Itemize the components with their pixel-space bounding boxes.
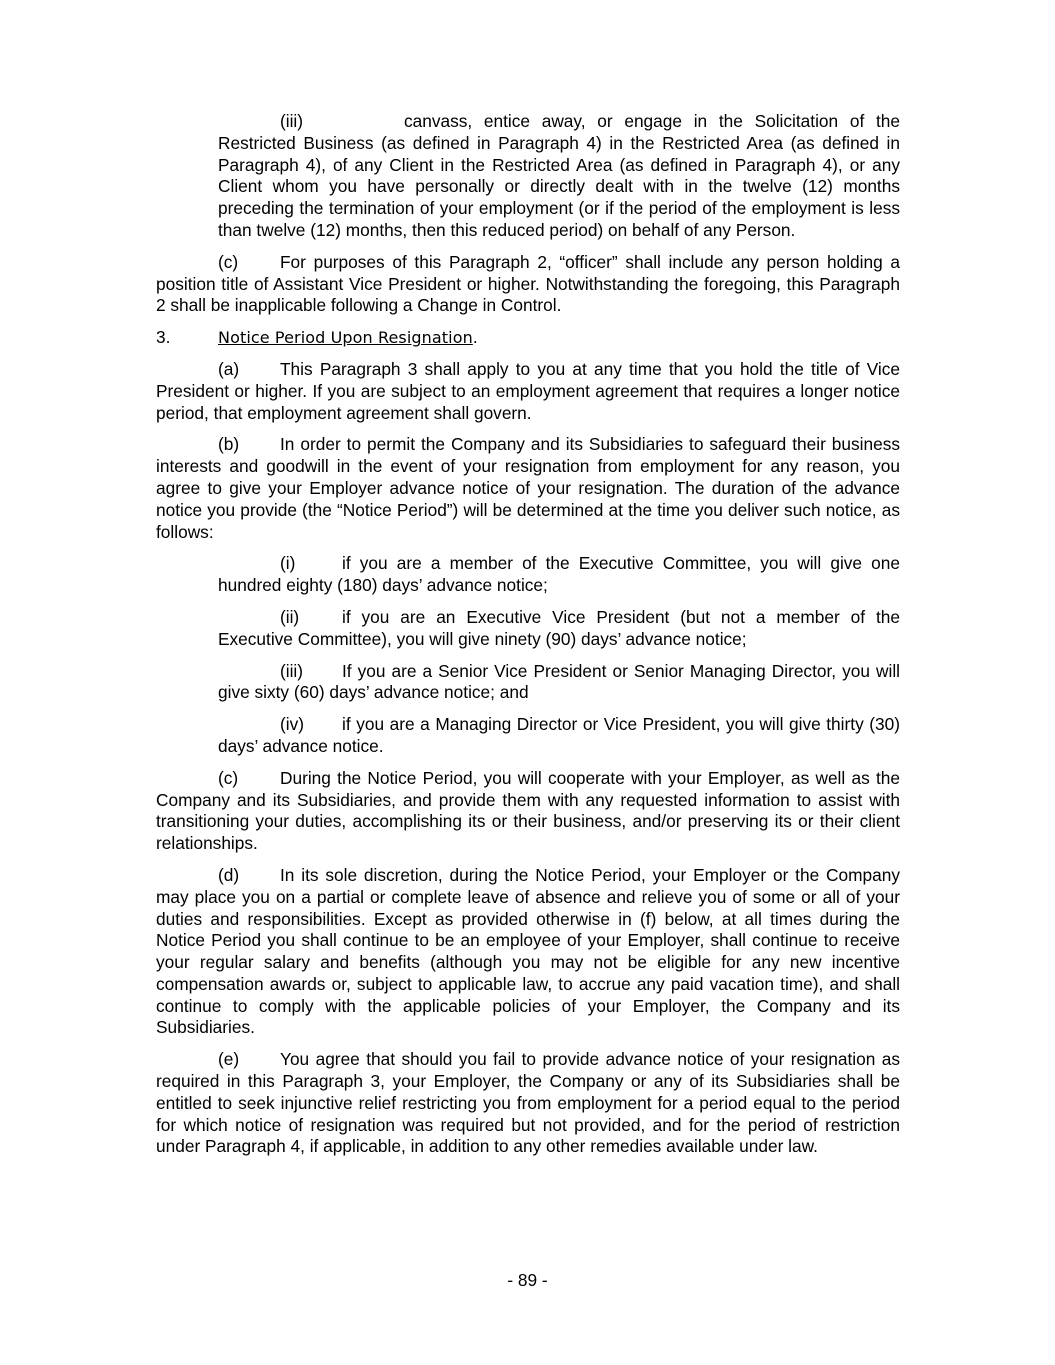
clause-label: (iv) bbox=[280, 714, 304, 735]
paragraph-3-a bbox=[156, 359, 900, 424]
clause-label: (d) bbox=[218, 864, 240, 885]
clause-text: canvass, entice away, or engage in the Solicitation of the Restricted Business (as defined in Paragraph 4) in the Restricted Area (as defined in Paragraph 4), of any Client in the Restricted Area (as defined in Paragraph 4), or any Client whom you have personally or directly dealt with in the twelve (12) months preceding the termination of your employment (or if the period of the employment is less than twelve (12) months, then this reduced period) on behalf of any Person. bbox=[218, 111, 900, 240]
paragraph-3-c bbox=[156, 768, 900, 855]
clause-label: (iii) bbox=[280, 660, 304, 681]
section-number: 3. bbox=[156, 327, 171, 348]
clause-text: For purposes of this Paragraph 2, “officer” shall include any person holding a position title of Assistant Vice President or higher. Notwithstanding the foregoing, this Paragraph 2 shall be inapplicable following a Change in Control. bbox=[156, 251, 900, 316]
clause-label: (ii) bbox=[280, 606, 300, 627]
clause-text: In order to permit the Company and its Subsidiaries to safeguard their business interests and goodwill in the event of your resignation from employment for any reason, you agree to give your Employer advance notice of your resignation. The duration of the advance notice you provide (the “Notice Period”) will be determined at the time you deliver such notice, as follows: bbox=[156, 434, 900, 542]
paragraph-3-b-iii bbox=[218, 661, 900, 705]
section-3-heading: 3. Notice Period Upon Resignation. bbox=[156, 327, 478, 348]
paragraph-3-d bbox=[156, 865, 900, 1039]
clause-label: (e) bbox=[218, 1049, 240, 1070]
paragraph-3-b-ii bbox=[218, 607, 900, 651]
paragraph-3-b-i bbox=[218, 553, 900, 597]
paragraph-3-b-iv bbox=[218, 714, 900, 758]
clause-text: During the Notice Period, you will cooperate with your Employer, as well as the Company and its Subsidiaries, and provide them with any requested information to assist with transitioning your duties, accomplishing its or their business, and/or preserving its or their client relationships. bbox=[156, 767, 900, 854]
clause-label: (c) bbox=[218, 767, 239, 788]
document-page bbox=[156, 111, 900, 1168]
clause-text: if you are an Executive Vice President (but not a member of the Executive Committee), you will give ninety (90) days’ advance notice; bbox=[218, 606, 900, 649]
clause-text: This Paragraph 3 shall apply to you at any time that you hold the title of Vice President or higher. If you are subject to an employment agreement that requires a longer notice period, that employment agreement shall govern. bbox=[156, 358, 900, 423]
paragraph-3-e bbox=[156, 1049, 900, 1158]
clause-text: if you are a Managing Director or Vice President, you will give thirty (30) days’ advance notice. bbox=[218, 714, 900, 756]
clause-label: (iii) bbox=[280, 111, 304, 131]
paragraph-2-c bbox=[156, 252, 900, 317]
clause-text: If you are a Senior Vice President or Senior Managing Director, you will give sixty (60) days’ advance notice; and bbox=[218, 660, 900, 703]
section-title: Notice Period Upon Resignation bbox=[218, 328, 473, 348]
clause-text: You agree that should you fail to provide advance notice of your resignation as required in this Paragraph 3, your Employer, the Company or any of its Subsidiaries shall be entitled to seek injunctive relief restricting you from employment for a period equal to the period for which notice of resignation was required but not provided, and for the period of restriction under Paragraph 4, if applicable, in addition to any other remedies available under law. bbox=[156, 1049, 900, 1157]
clause-label: (i) bbox=[280, 553, 296, 574]
page-number: - 89 - bbox=[507, 1270, 548, 1290]
clause-text: if you are a member of the Executive Committee, you will give one hundred eighty (180) days’ advance notice; bbox=[218, 553, 900, 596]
paragraph-2-b-iii bbox=[218, 111, 900, 242]
clause-label: (b) bbox=[218, 434, 240, 455]
clause-label: (a) bbox=[218, 358, 240, 379]
clause-text: In its sole discretion, during the Notice Period, your Employer or the Company may place you on a partial or complete leave of absence and relieve you of some or all of your duties and responsibilities. Except as provided otherwise in (f) below, at all times during the Notice Period you shall continue to be an employee of your Employer, shall continue to receive your regular salary and benefits (although you may not be eligible for any new incentive compensation awards or, subject to applicable law, to accrue any paid vacation time), and shall continue to comply with the applicable policies of your Employer, the Company and its Subsidiaries. bbox=[156, 864, 900, 1038]
clause-label: (c) bbox=[218, 251, 239, 272]
paragraph-3-b bbox=[156, 434, 900, 543]
